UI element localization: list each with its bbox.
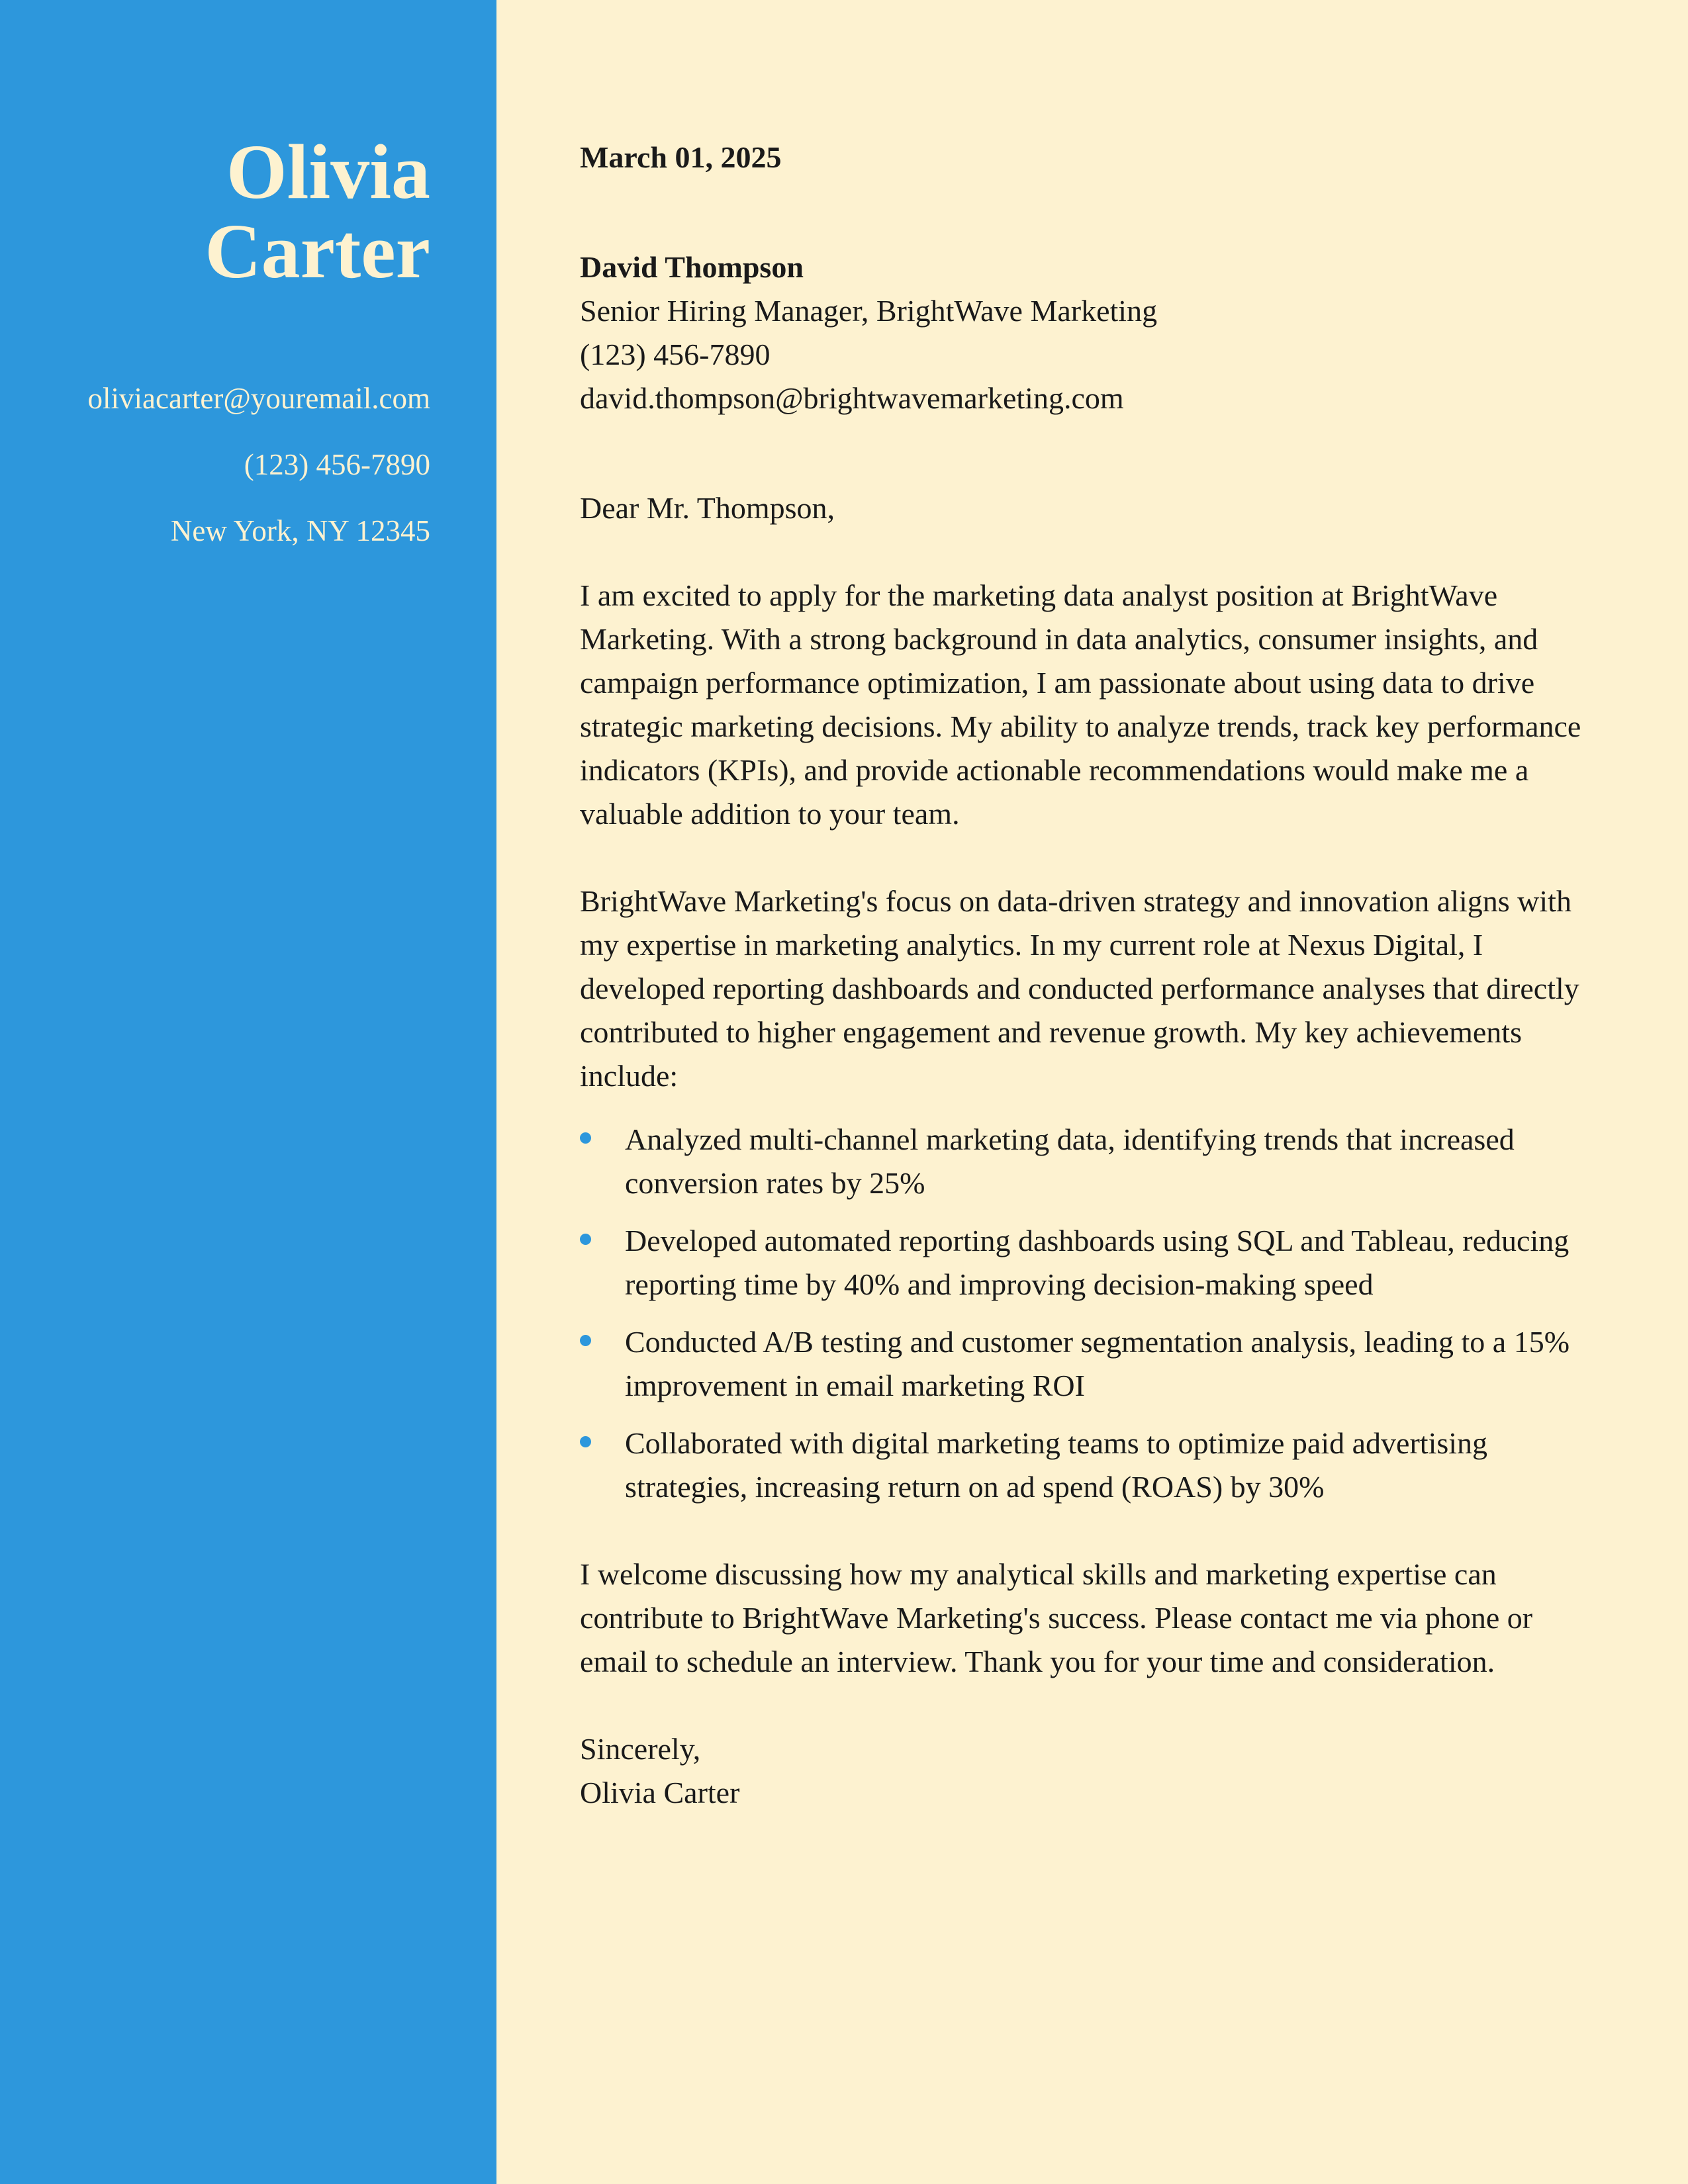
signature-name: Olivia Carter [580, 1776, 740, 1809]
list-item [580, 1320, 1599, 1408]
recipient-phone: (123) 456-7890 [580, 338, 771, 371]
achievement-text: Analyzed multi-channel marketing data, identifying trends that increased conversion rates by 25% [625, 1122, 1515, 1200]
signoff: Sincerely, [580, 1732, 701, 1766]
bullet-icon [580, 1234, 591, 1245]
sender-email[interactable]: oliviacarter@youremail.com [87, 382, 430, 415]
sender-location: New York, NY 12345 [170, 514, 430, 547]
sender-phone: (123) 456-7890 [244, 448, 430, 481]
list-item [580, 1219, 1599, 1306]
recipient-name: David Thompson [580, 250, 804, 284]
list-item [580, 1118, 1599, 1205]
bullet-icon [580, 1132, 591, 1144]
sidebar [0, 0, 496, 2184]
paragraph-closing: I welcome discussing how my analytical skills and marketing expertise can contribute to BrightWave Marketing's success. Please contact me via phone or email to schedule an interview. Thank you for your time and consideration. [580, 1557, 1533, 1678]
signoff-block [580, 1727, 1599, 1815]
paragraph-experience: BrightWave Marketing's focus on data-driven strategy and innovation aligns with my expertise in marketing analytics. In my current role at Nexus Digital, I developed reporting dashboards and conducted performance analyses that directly contributed to higher engagement and revenue growth. My key achievements include: [580, 884, 1579, 1093]
letter-body [580, 136, 1599, 1815]
achievements-list [580, 1118, 1599, 1509]
bullet-icon [580, 1436, 591, 1447]
salutation: Dear Mr. Thompson, [580, 491, 835, 525]
sender-contact [7, 365, 430, 564]
sender-first-name: Olivia [226, 128, 430, 215]
recipient-block [580, 246, 1599, 420]
achievement-text: Conducted A/B testing and customer segmentation analysis, leading to a 15% improvement in email marketing ROI [625, 1325, 1570, 1402]
bullet-icon [580, 1335, 591, 1346]
recipient-email[interactable]: david.thompson@brightwavemarketing.com [580, 381, 1124, 415]
list-item [580, 1422, 1599, 1509]
letter-date: March 01, 2025 [580, 140, 782, 174]
achievement-text: Collaborated with digital marketing teams to optimize paid advertising strategies, increasing return on ad spend (ROAS) by 30% [625, 1426, 1488, 1504]
recipient-title: Senior Hiring Manager, BrightWave Marketing [580, 294, 1158, 328]
sender-last-name: Carter [205, 208, 430, 295]
paragraph-intro: I am excited to apply for the marketing data analyst position at BrightWave Marketing. With a strong background in data analytics, consumer insights, and campaign performance optimization, I am passionate about using data to drive strategic marketing decisions. My ability to analyze trends, track key performance indicators (KPIs), and provide actionable recommendations would make me a valuable addition to your team. [580, 578, 1581, 831]
achievement-text: Developed automated reporting dashboards using SQL and Tableau, reducing reporting time by 40% and improving decision-making speed [625, 1224, 1570, 1301]
sender-name [20, 128, 430, 295]
